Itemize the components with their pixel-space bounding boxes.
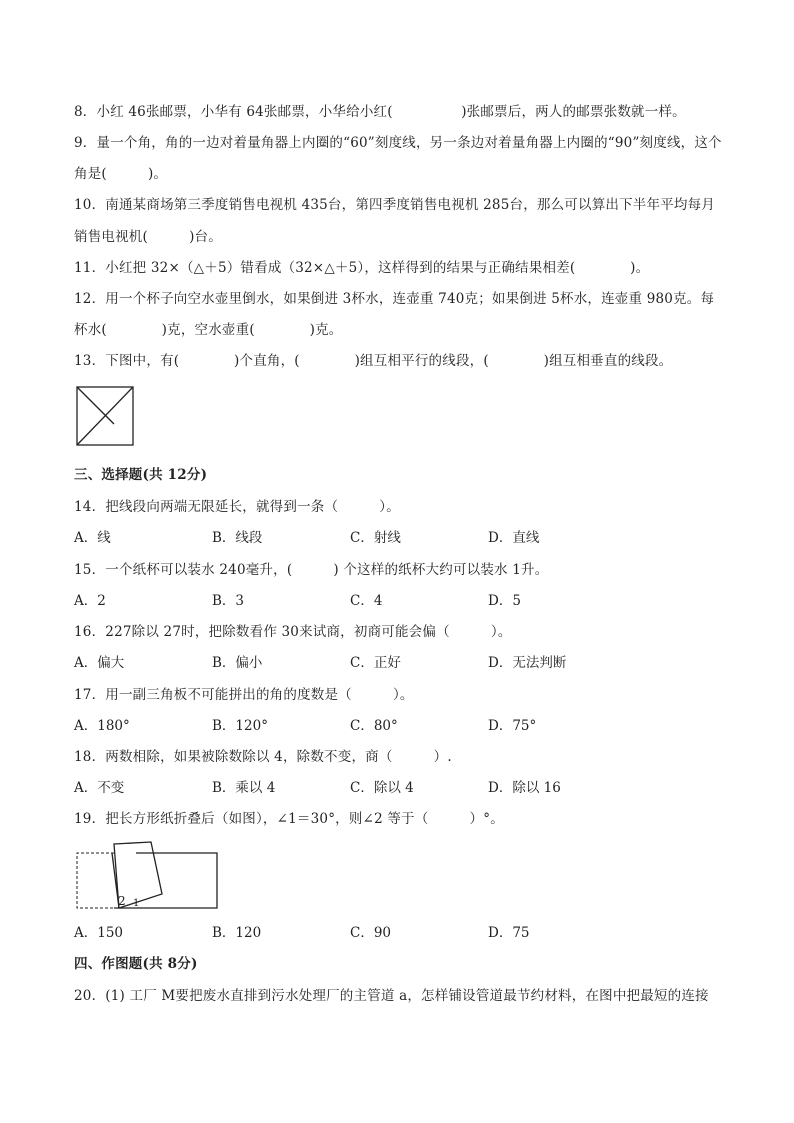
question-12-line-2: 杯水( )克，空水壶重( )克。 — [74, 322, 343, 338]
q19-option-c: C．90 — [350, 925, 392, 941]
question-19: 19．把长方形纸折叠后（如图），∠1＝30°，则∠2 等于（ ）°。 — [74, 811, 504, 827]
question-18: 18．两数相除，如果被除数除以 4，除数不变，商（ ）. — [74, 749, 452, 765]
q13-square-figure — [76, 386, 134, 446]
question-12-line-1: 12．用一个杯子向空水壶里倒水，如果倒进 3杯水，连壶重 740克；如果倒进 5杯水，连壶重 980克。每 — [74, 291, 715, 307]
q16-option-b: B．偏小 — [212, 655, 263, 671]
section-4-heading: 四、作图题(共 8分) — [74, 956, 198, 972]
question-10-line-2: 销售电视机( )台。 — [74, 229, 222, 245]
q17-option-b: B．120° — [212, 718, 268, 734]
q16-option-a: A．偏大 — [74, 655, 125, 671]
q15-option-b: B．3 — [212, 593, 245, 609]
question-8: 8．小红 46张邮票，小华有 64张邮票，小华给小红( )张邮票后，两人的邮票张数就一样。 — [74, 104, 686, 120]
question-11: 11．小红把 32×（△＋5）错看成（32×△＋5），这样得到的结果与正确结果相差( )。 — [74, 260, 650, 276]
question-16: 16．227除以 27时，把除数看作 30来试商，初商可能会偏（ ）。 — [74, 624, 512, 640]
question-15: 15．一个纸杯可以装水 240毫升，( ) 个这样的纸杯大约可以装水 1升。 — [74, 562, 549, 578]
question-14: 14．把线段向两端无限延长，就得到一条（ ）。 — [74, 499, 400, 515]
question-9-line-1: 9．量一个角，角的一边对着量角器上内圈的“60”刻度线，另一条边对着量角器上内圈的“90”刻度线，这个 — [74, 135, 722, 151]
q18-option-c: C．除以 4 — [350, 780, 414, 796]
q14-option-c: C．射线 — [350, 530, 401, 546]
q14-option-b: B．线段 — [212, 530, 263, 546]
q18-option-a: A．不变 — [74, 780, 125, 796]
question-20: 20．(1) 工厂 M要把废水直排到污水处理厂的主管道 a，怎样铺设管道最节约材料，在图中把最短的连接 — [74, 988, 709, 1004]
q17-option-c: C．80° — [350, 718, 398, 734]
q17-option-d: D．75° — [488, 718, 537, 734]
angle-1-label: 1 — [133, 898, 140, 909]
q19-option-a: A．150 — [74, 925, 124, 941]
q16-option-d: D．无法判断 — [488, 655, 567, 671]
q18-option-d: D．除以 16 — [488, 780, 561, 796]
q15-option-a: A．2 — [74, 593, 106, 609]
question-10-line-1: 10．南通某商场第三季度销售电视机 435台，第四季度销售电视机 285台，那么可以算出下半年平均每月 — [74, 197, 715, 213]
q19-option-d: D．75 — [488, 925, 530, 941]
angle-2-label: 2 — [118, 894, 126, 908]
q19-option-b: B．120 — [212, 925, 262, 941]
diagonal-line — [77, 387, 114, 424]
question-17: 17．用一副三角板不可能拼出的角的度数是（ ）。 — [74, 687, 414, 703]
original-position-dashed — [77, 853, 114, 908]
section-3-heading: 三、选择题(共 12分) — [74, 467, 208, 483]
question-13: 13．下图中，有( )个直角，( )组互相平行的线段，( )组互相垂直的线段。 — [74, 353, 673, 369]
question-9-line-2: 角是( )。 — [74, 166, 168, 182]
q15-option-c: C．4 — [350, 593, 383, 609]
q19-folded-rectangle-figure — [76, 842, 222, 912]
rectangle-outline — [114, 853, 217, 908]
q14-option-a: A．线 — [74, 530, 111, 546]
q14-option-d: D．直线 — [488, 530, 540, 546]
q15-option-d: D．5 — [488, 593, 521, 609]
q17-option-a: A．180° — [74, 718, 130, 734]
q18-option-b: B．乘以 4 — [212, 780, 276, 796]
q16-option-c: C．正好 — [350, 655, 401, 671]
